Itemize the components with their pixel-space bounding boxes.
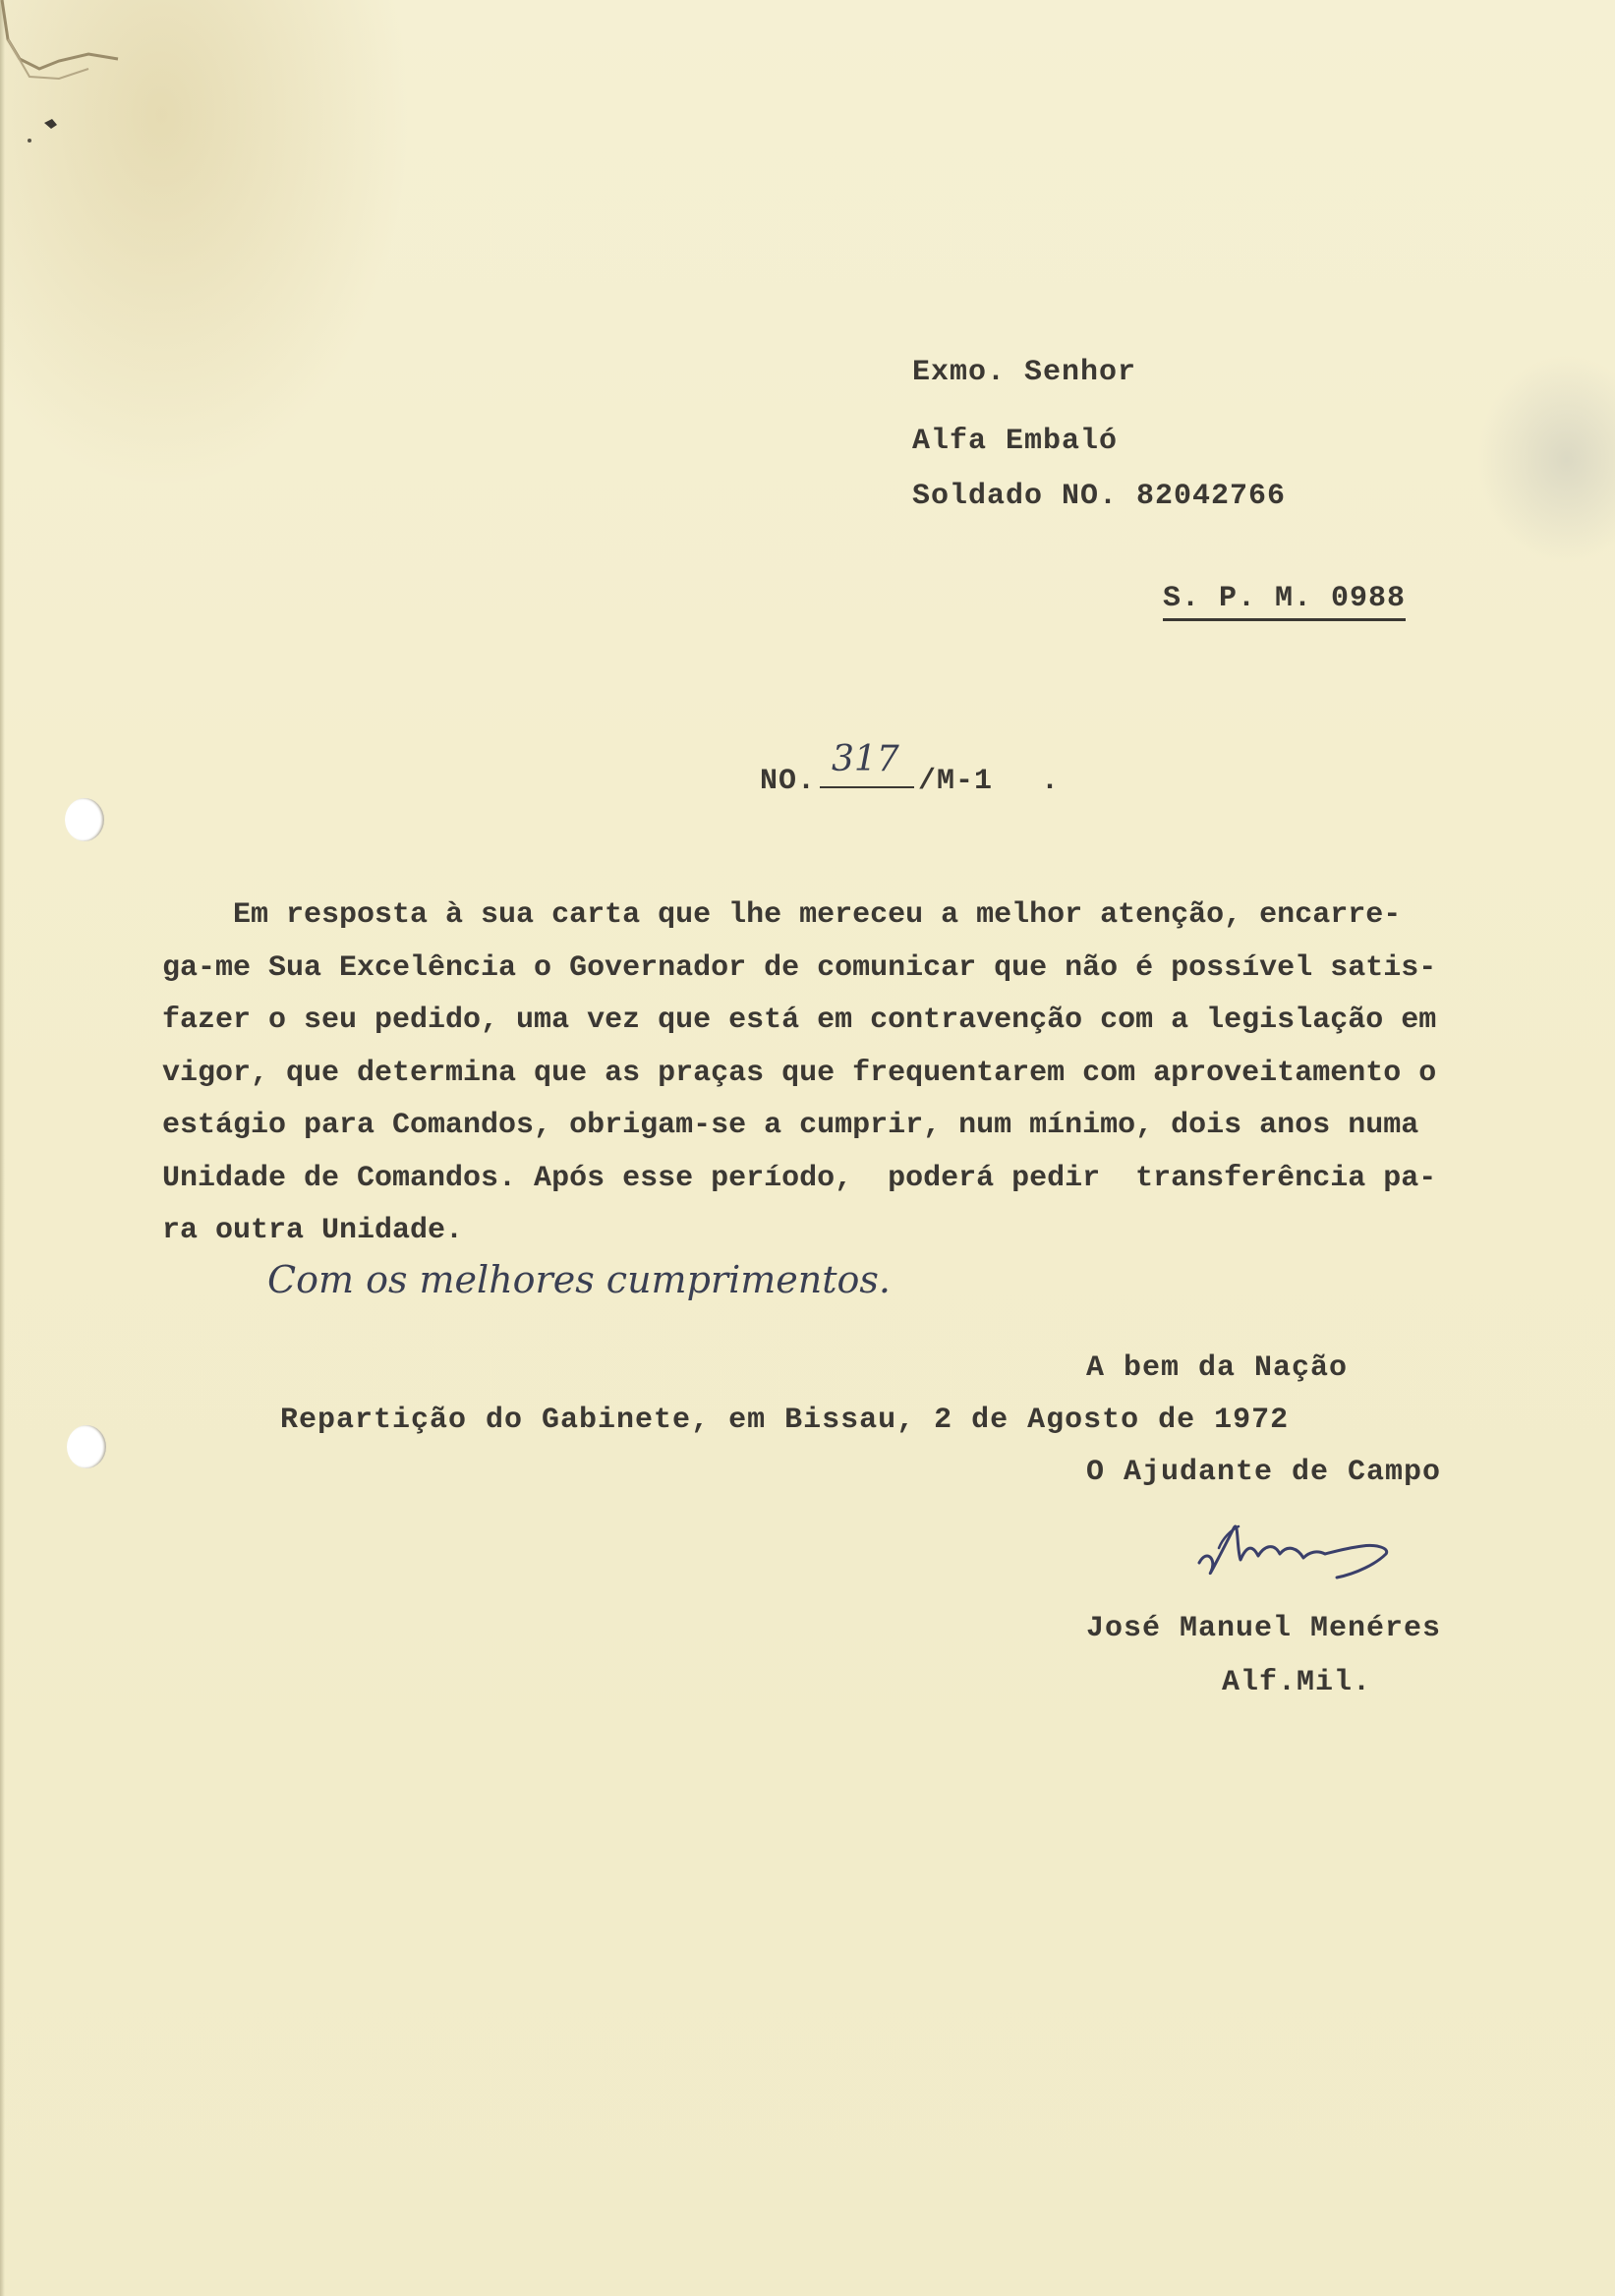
reference-number [760, 739, 1061, 798]
closing-motto: A bem da Nação [1086, 1351, 1349, 1385]
reference-trailing: . [1041, 765, 1061, 798]
recipient-name: Alfa Embaló [912, 425, 1119, 458]
reference-suffix: /M-1 [918, 765, 994, 798]
spm-code: S. P. M. 0988 [1163, 582, 1406, 621]
reference-number-field [820, 739, 914, 788]
body-line: Unidade de Comandos. Após esse período, poderá pedir transferência pa- [162, 1161, 1437, 1195]
body-line: ga-me Sua Excelência o Governador de comunicar que não é possível satis- [162, 950, 1437, 985]
body-line: fazer o seu pedido, uma vez que está em contravenção com a legislação em [162, 1004, 1437, 1037]
reference-handwritten-number: 317 [832, 739, 899, 779]
handwritten-closing: Com os melhores cumprimentos. [267, 1258, 891, 1301]
body-line: Em resposta à sua carta que lhe mereceu a melhor atenção, encarre- [162, 898, 1402, 932]
signatory-rank: Alf.Mil. [1222, 1666, 1372, 1699]
paper-edge [0, 0, 5, 2296]
punch-hole-top [65, 798, 104, 841]
recipient-salutation: Exmo. Senhor [912, 356, 1137, 389]
recipient-postal-code [1163, 582, 1406, 615]
closing-role: O Ajudante de Campo [1086, 1456, 1442, 1489]
punch-hole-bottom [67, 1425, 106, 1468]
signatory-name: José Manuel Menéres [1086, 1612, 1442, 1645]
reference-prefix: NO. [760, 765, 817, 798]
handwritten-signature [1180, 1509, 1406, 1587]
closing-place-date: Repartição do Gabinete, em Bissau, 2 de Agosto de 1972 [280, 1404, 1290, 1437]
body-line: estágio para Comandos, obrigam-se a cumprir, num mínimo, dois anos numa [162, 1109, 1419, 1142]
body-line: ra outra Unidade. [162, 1214, 464, 1247]
letter-body [162, 890, 1578, 1258]
staple-tear-mark [0, 0, 138, 157]
recipient-soldier-number: Soldado NO. 82042766 [912, 480, 1287, 513]
body-line: vigor, que determina que as praças que frequentarem com aproveitamento o [162, 1056, 1437, 1090]
